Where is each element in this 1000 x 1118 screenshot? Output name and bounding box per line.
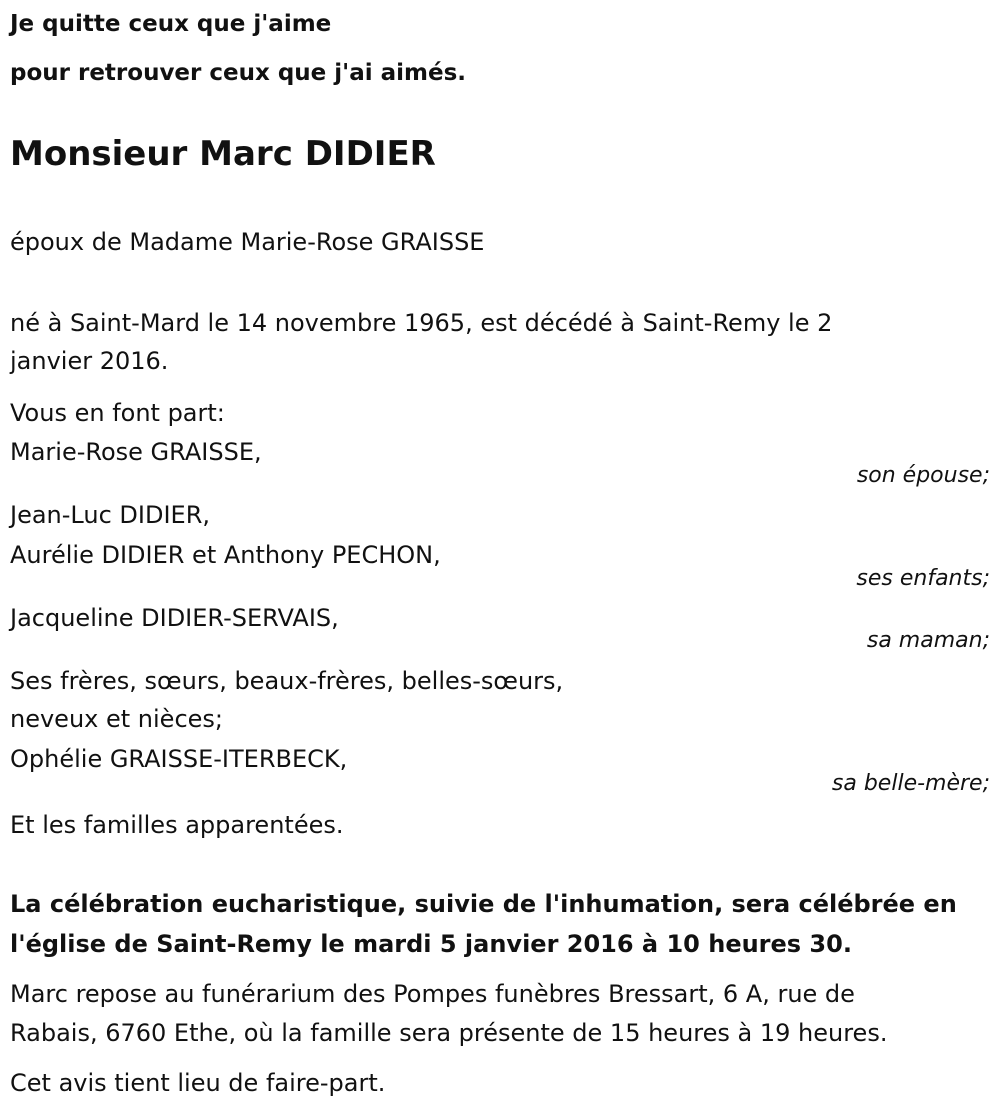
family-member: Ophélie GRAISSE-ITERBECK, (10, 745, 348, 773)
family-member: Marie-Rose GRAISSE, (10, 438, 262, 466)
family-member: neveux et nièces; (10, 705, 223, 733)
family-role: ses enfants; (856, 566, 990, 591)
family-role: sa maman; (866, 628, 990, 653)
family-role: sa belle-mère; (831, 771, 990, 796)
spouse-line: époux de Madame Marie-Rose GRAISSE (10, 228, 485, 256)
ceremony-line-1: La célébration eucharistique, suivie de l'inhumation, sera célébrée en (10, 890, 957, 918)
family-member: Jacqueline DIDIER-SERVAIS, (10, 604, 339, 632)
funerarium-line-2: Rabais, 6760 Ethe, où la famille sera présente de 15 heures à 19 heures. (10, 1019, 888, 1047)
funerarium-line-1: Marc repose au funérarium des Pompes funèbres Bressart, 6 A, rue de (10, 980, 855, 1008)
family-member: Aurélie DIDIER et Anthony PECHON, (10, 541, 441, 569)
family-member: Jean-Luc DIDIER, (10, 501, 210, 529)
family-member: Ses frères, sœurs, beaux-frères, belles-sœurs, (10, 667, 564, 695)
notice-line: Cet avis tient lieu de faire-part. (10, 1069, 386, 1097)
deceased-name: Monsieur Marc DIDIER (10, 134, 436, 174)
family-role: son épouse; (856, 463, 990, 488)
birth-death-line-1: né à Saint-Mard le 14 novembre 1965, est décédé à Saint-Remy le 2 (10, 309, 833, 337)
quote-line-2: pour retrouver ceux que j'ai aimés. (10, 60, 467, 86)
ceremony-line-2: l'église de Saint-Remy le mardi 5 janvier 2016 à 10 heures 30. (10, 930, 852, 958)
quote-line-1: Je quitte ceux que j'aime (10, 11, 332, 37)
birth-death-line-2: janvier 2016. (10, 347, 169, 375)
family-closing: Et les familles apparentées. (10, 811, 344, 839)
family-intro: Vous en font part: (10, 399, 225, 427)
